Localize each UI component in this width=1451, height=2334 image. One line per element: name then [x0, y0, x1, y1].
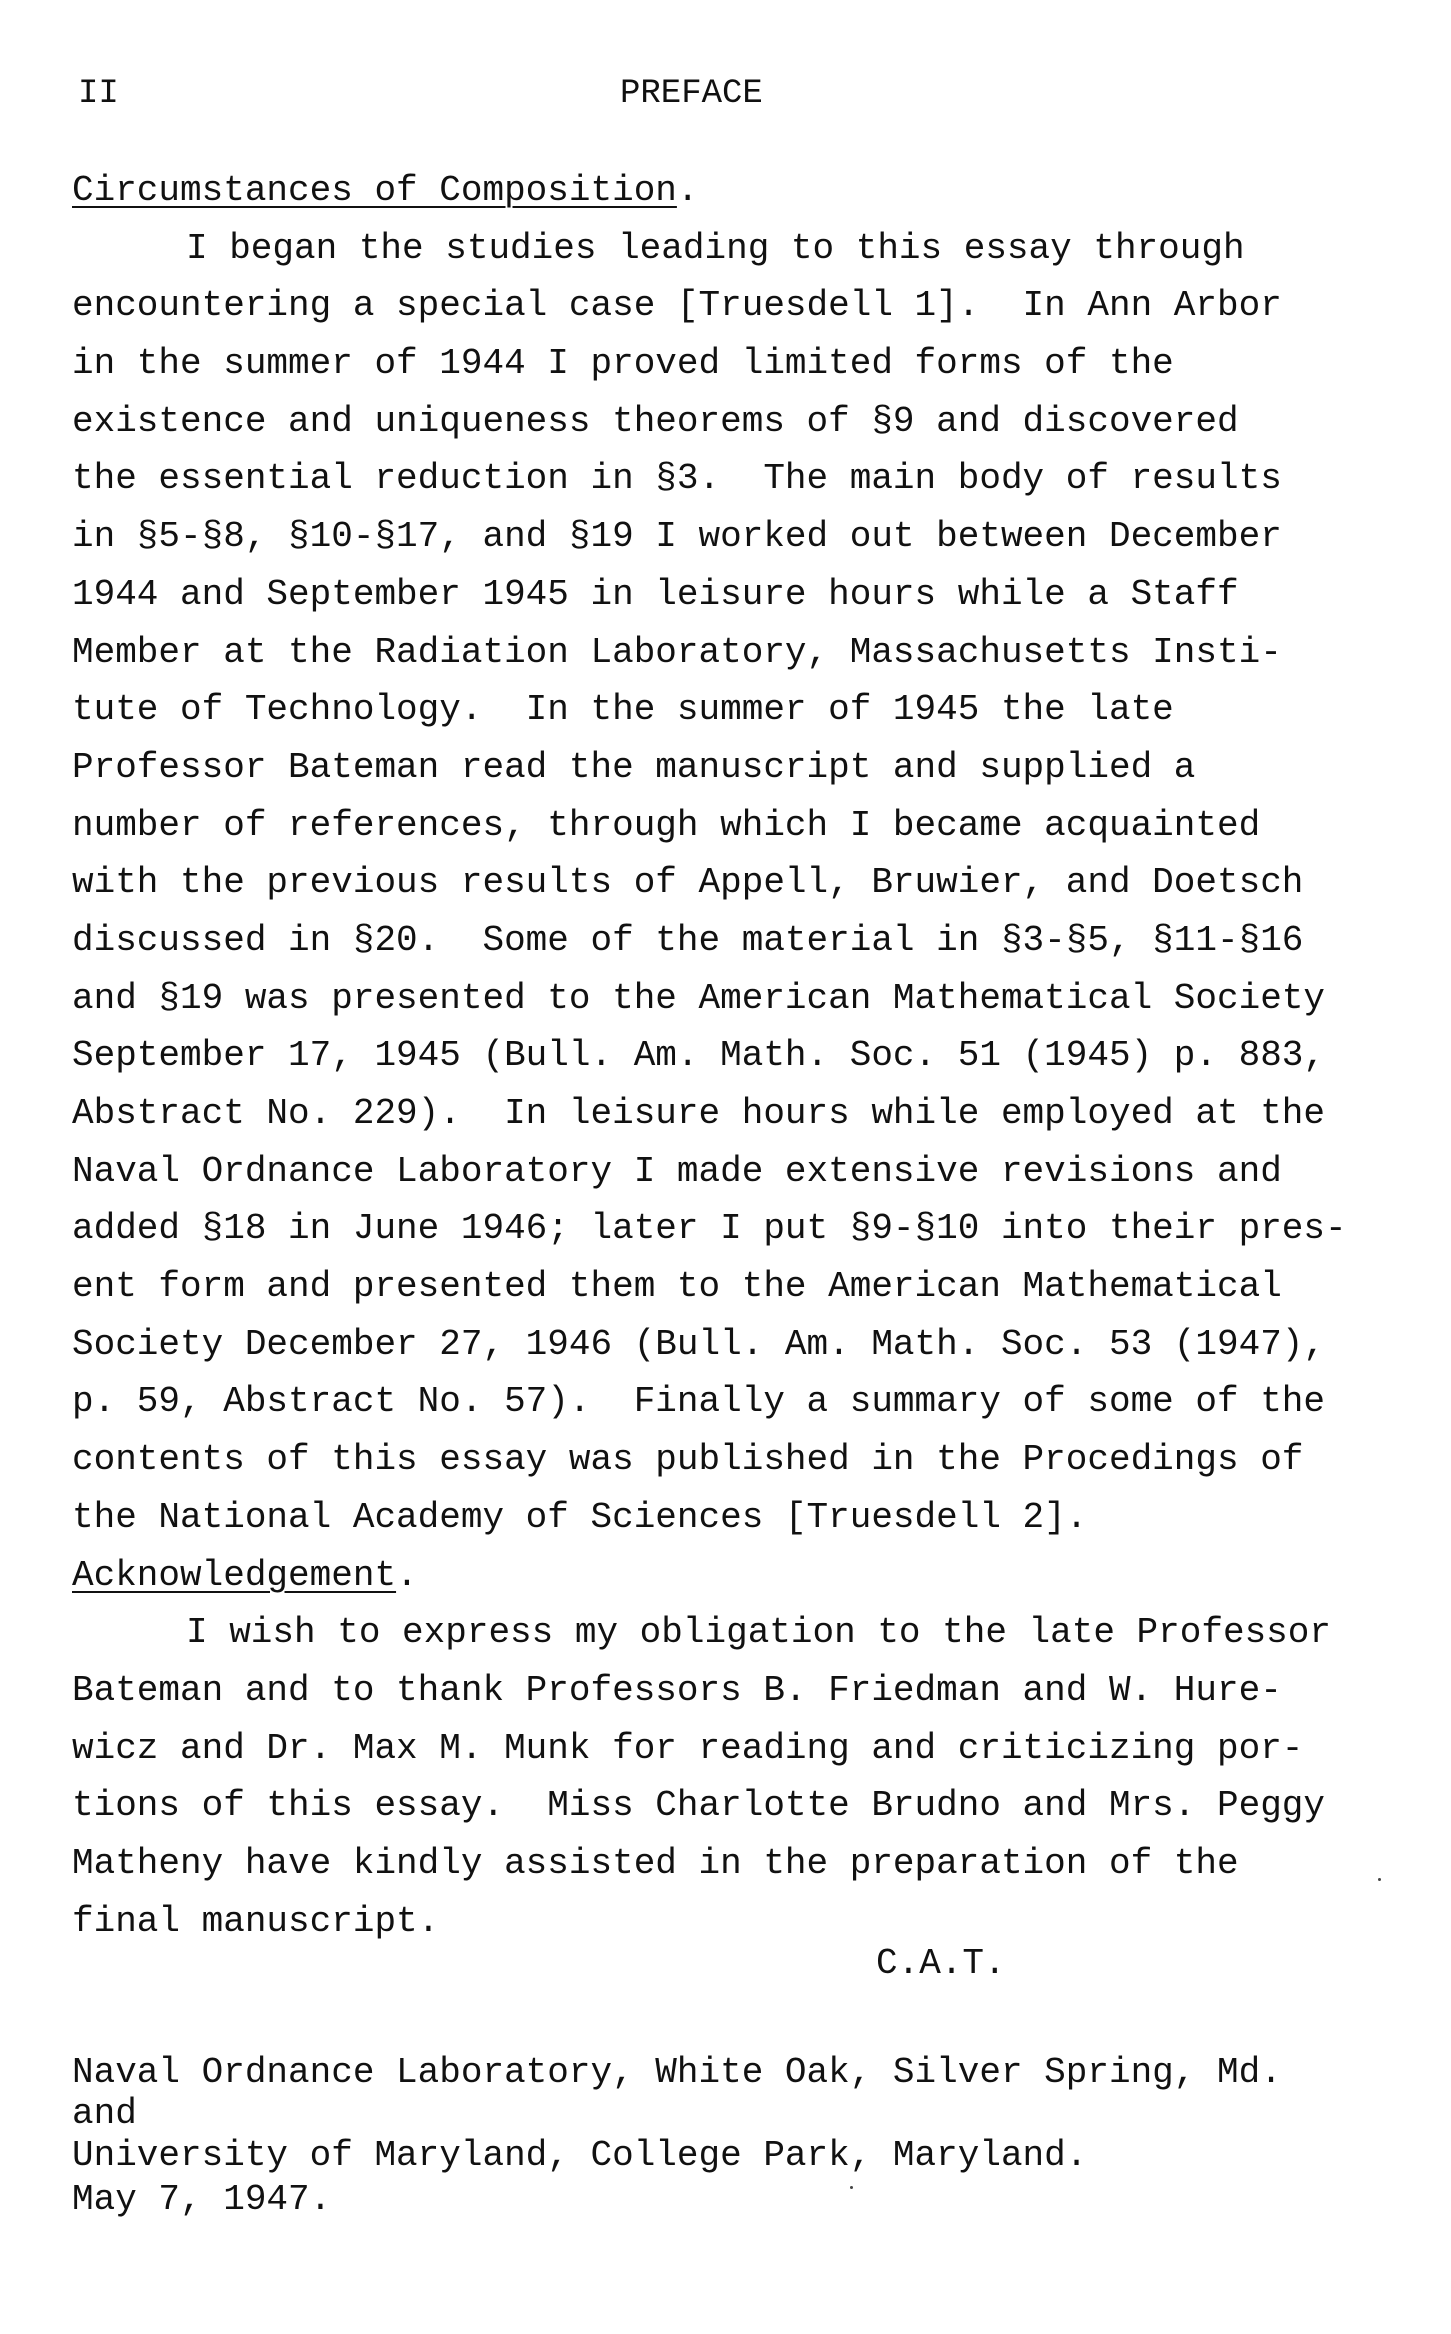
text-line: Bateman and to thank Professors B. Friedman and W. Hure-: [72, 1669, 1282, 1711]
section-heading-circumstances: [72, 162, 1402, 220]
page-title: PREFACE: [620, 75, 763, 113]
text-line: in §5-§8, §10-§17, and §19 I worked out between December: [72, 516, 1282, 558]
text-line: the National Academy of Sciences [Truesdell 2].: [72, 1496, 1088, 1538]
preface-body: [72, 162, 1402, 1950]
author-initials: C.A.T.: [876, 1943, 1006, 1984]
text-line: contents of this essay was published in the Procedings of: [72, 1439, 1304, 1481]
text-line: number of references, through which I became acquainted: [72, 804, 1261, 846]
text-line: encountering a special case [Truesdell 1]. In Ann Arbor: [72, 285, 1282, 327]
address-block: [72, 2050, 1402, 2220]
text-line: p. 59, Abstract No. 57). Finally a summary of some of the: [72, 1381, 1326, 1423]
text-line: and §19 was presented to the American Mathematical Society: [72, 977, 1326, 1019]
text-line: 1944 and September 1945 in leisure hours while a Staff: [72, 573, 1239, 615]
address-date: May 7, 1947.: [72, 2179, 332, 2220]
text-line: Professor Bateman read the manuscript and supplied a: [72, 746, 1196, 788]
text-line: I began the studies leading to this essay through: [186, 227, 1245, 269]
text-line: with the previous results of Appell, Bruwier, and Doetsch: [72, 862, 1304, 904]
text-line: Matheny have kindly assisted in the preparation of the: [72, 1842, 1239, 1884]
text-line: wicz and Dr. Max M. Munk for reading and criticizing por-: [72, 1727, 1304, 1769]
text-line: Abstract No. 229). In leisure hours while employed at the: [72, 1093, 1326, 1134]
section-heading-acknowledgement: [72, 1547, 1402, 1605]
text-line: September 17, 1945 (Bull. Am. Math. Soc. 51 (1945) p. 883,: [72, 1035, 1326, 1077]
section-heading-text: Acknowledgement: [72, 1554, 397, 1596]
text-line: Member at the Radiation Laboratory, Massachusetts Insti-: [72, 631, 1282, 673]
address-line: and: [72, 2093, 137, 2134]
section-heading-text: Circumstances of Composition: [72, 170, 677, 211]
text-line: tions of this essay. Miss Charlotte Brudno and Mrs. Peggy: [72, 1785, 1326, 1827]
heading-punct: .: [676, 170, 699, 211]
heading-punct: .: [396, 1554, 418, 1596]
text-line: final manuscript.: [72, 1900, 440, 1942]
text-line: existence and uniqueness theorems of §9 and discovered: [72, 400, 1239, 442]
text-line: added §18 in June 1946; later I put §9-§10 into their pres-: [72, 1208, 1347, 1250]
text-line: the essential reduction in §3. The main body of results: [72, 458, 1282, 500]
text-line: discussed in §20. Some of the material in §3-§5, §11-§16: [72, 919, 1304, 961]
page-number: II: [78, 75, 119, 113]
text-line: in the summer of 1944 I proved limited forms of the: [72, 343, 1174, 385]
text-line: ent form and presented them to the American Mathematical: [72, 1266, 1282, 1308]
address-line: Naval Ordnance Laboratory, White Oak, Silver Spring, Md.: [72, 2052, 1282, 2093]
address-line: University of Maryland, College Park, Maryland.: [72, 2135, 1088, 2176]
text-line: I wish to express my obligation to the late Professor: [186, 1612, 1331, 1654]
text-line: Naval Ordnance Laboratory I made extensive revisions and: [72, 1150, 1282, 1192]
scan-speck: [1378, 1878, 1381, 1881]
text-line: tute of Technology. In the summer of 1945 the late: [72, 689, 1174, 731]
scan-speck: [850, 2186, 853, 2189]
text-line: Society December 27, 1946 (Bull. Am. Math. Soc. 53 (1947),: [72, 1323, 1326, 1365]
